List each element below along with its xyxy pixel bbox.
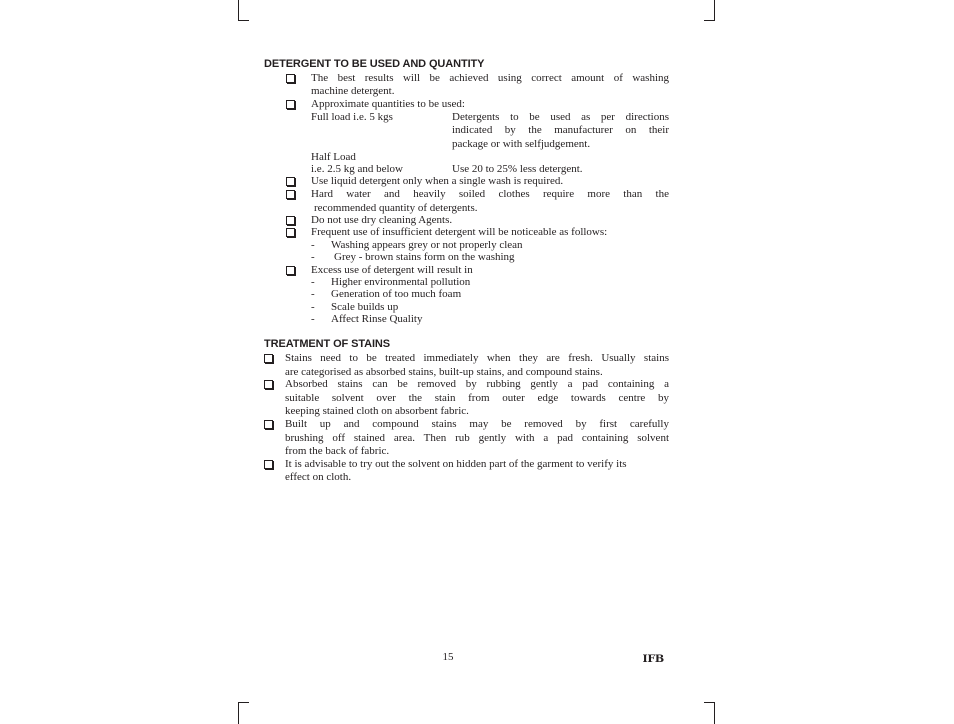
checkbox-bullet-icon [286, 74, 295, 83]
detergent-item7-text: Excess use of detergent will result in [311, 264, 473, 276]
checkbox-bullet-icon [286, 100, 295, 109]
detergent-item6-text: Frequent use of insufficient detergent will be noticeable as follows: [311, 226, 608, 238]
crop-mark-top-left-h [238, 20, 249, 21]
stains-item3-line1: Built up and compound stains may be removed by first carefully [285, 418, 669, 430]
stains-item3-line2: brushing off stained area. Then rub gently with a pad containing solvent [285, 432, 669, 444]
half-load-text: Use 20 to 25% less detergent. [452, 163, 583, 175]
detergent-item4-line1: Hard water and heavily soiled clothes require more than the [311, 188, 669, 200]
crop-mark-top-left-v [238, 0, 239, 21]
dash-bullet: - [311, 239, 315, 251]
crop-mark-bottom-left-v [238, 702, 239, 724]
detergent-item7-sub1: Higher environmental pollution [331, 276, 471, 288]
full-load-label: Full load i.e. 5 kgs [311, 111, 393, 123]
checkbox-bullet-icon [264, 354, 273, 363]
crop-mark-top-right-v [714, 0, 715, 21]
stains-item4-line2: effect on cloth. [285, 471, 352, 483]
brand-logo: IFB [642, 653, 664, 665]
checkbox-bullet-icon [264, 420, 273, 429]
dash-bullet: - [311, 301, 315, 313]
stains-item1-line1: Stains need to be treated immediately when they are fresh. Usually stains [285, 352, 669, 364]
half-load-sub: i.e. 2.5 kg and below [311, 163, 403, 175]
checkbox-bullet-icon [264, 380, 273, 389]
detergent-item7-sub4: Affect Rinse Quality [331, 313, 423, 325]
crop-mark-top-right-h [704, 20, 715, 21]
stains-item1-line2: are categorised as absorbed stains, built-up stains, and compound stains. [285, 366, 603, 378]
detergent-item5: Do not use dry cleaning Agents. [311, 214, 453, 226]
crop-mark-bottom-right-v [714, 702, 715, 724]
checkbox-bullet-icon [286, 228, 295, 237]
checkbox-bullet-icon [286, 266, 295, 275]
dash-bullet: - [311, 288, 315, 300]
detergent-item2-text: Approximate quantities to be used: [311, 98, 465, 110]
checkbox-bullet-icon [286, 177, 295, 186]
full-load-text-line3: package or with selfjudgement. [452, 138, 591, 150]
detergent-item3: Use liquid detergent only when a single wash is required. [311, 175, 564, 187]
dash-bullet: - [311, 313, 315, 325]
stains-item3-line3: from the back of fabric. [285, 445, 390, 457]
checkbox-bullet-icon [286, 216, 295, 225]
stains-item4-line1: It is advisable to try out the solvent on hidden part of the garment to verify its [285, 458, 627, 470]
detergent-heading: DETERGENT TO BE USED AND QUANTITY [264, 58, 485, 70]
stains-heading: TREATMENT OF STAINS [264, 338, 391, 350]
detergent-item7-sub3: Scale builds up [331, 301, 399, 313]
full-load-text-line1: Detergents to be used as per directions [452, 111, 669, 123]
detergent-item1-line1: The best results will be achieved using correct amount of washing [311, 72, 669, 84]
crop-mark-bottom-right-h [704, 702, 715, 703]
page-number: 15 [442, 651, 454, 663]
checkbox-bullet-icon [264, 460, 273, 469]
detergent-item7-sub2: Generation of too much foam [331, 288, 462, 300]
stains-item2-line2: suitable solvent over the stain from outer edge towards centre by [285, 392, 669, 404]
checkbox-bullet-icon [286, 190, 295, 199]
stains-item2-line1: Absorbed stains can be removed by rubbing gently a pad containing a [285, 378, 669, 390]
dash-bullet: - [311, 251, 315, 263]
detergent-item6-sub2: Grey - brown stains form on the washing [334, 251, 515, 263]
half-load-label: Half Load [311, 151, 356, 163]
crop-mark-bottom-left-h [238, 702, 249, 703]
detergent-item6-sub1: Washing appears grey or not properly clean [331, 239, 523, 251]
dash-bullet: - [311, 276, 315, 288]
full-load-text-line2: indicated by the manufacturer on their [452, 124, 669, 136]
stains-item2-line3: keeping stained cloth on absorbent fabric. [285, 405, 469, 417]
detergent-item1-line2: machine detergent. [311, 85, 395, 97]
detergent-item4-line2: recommended quantity of detergents. [314, 202, 478, 214]
